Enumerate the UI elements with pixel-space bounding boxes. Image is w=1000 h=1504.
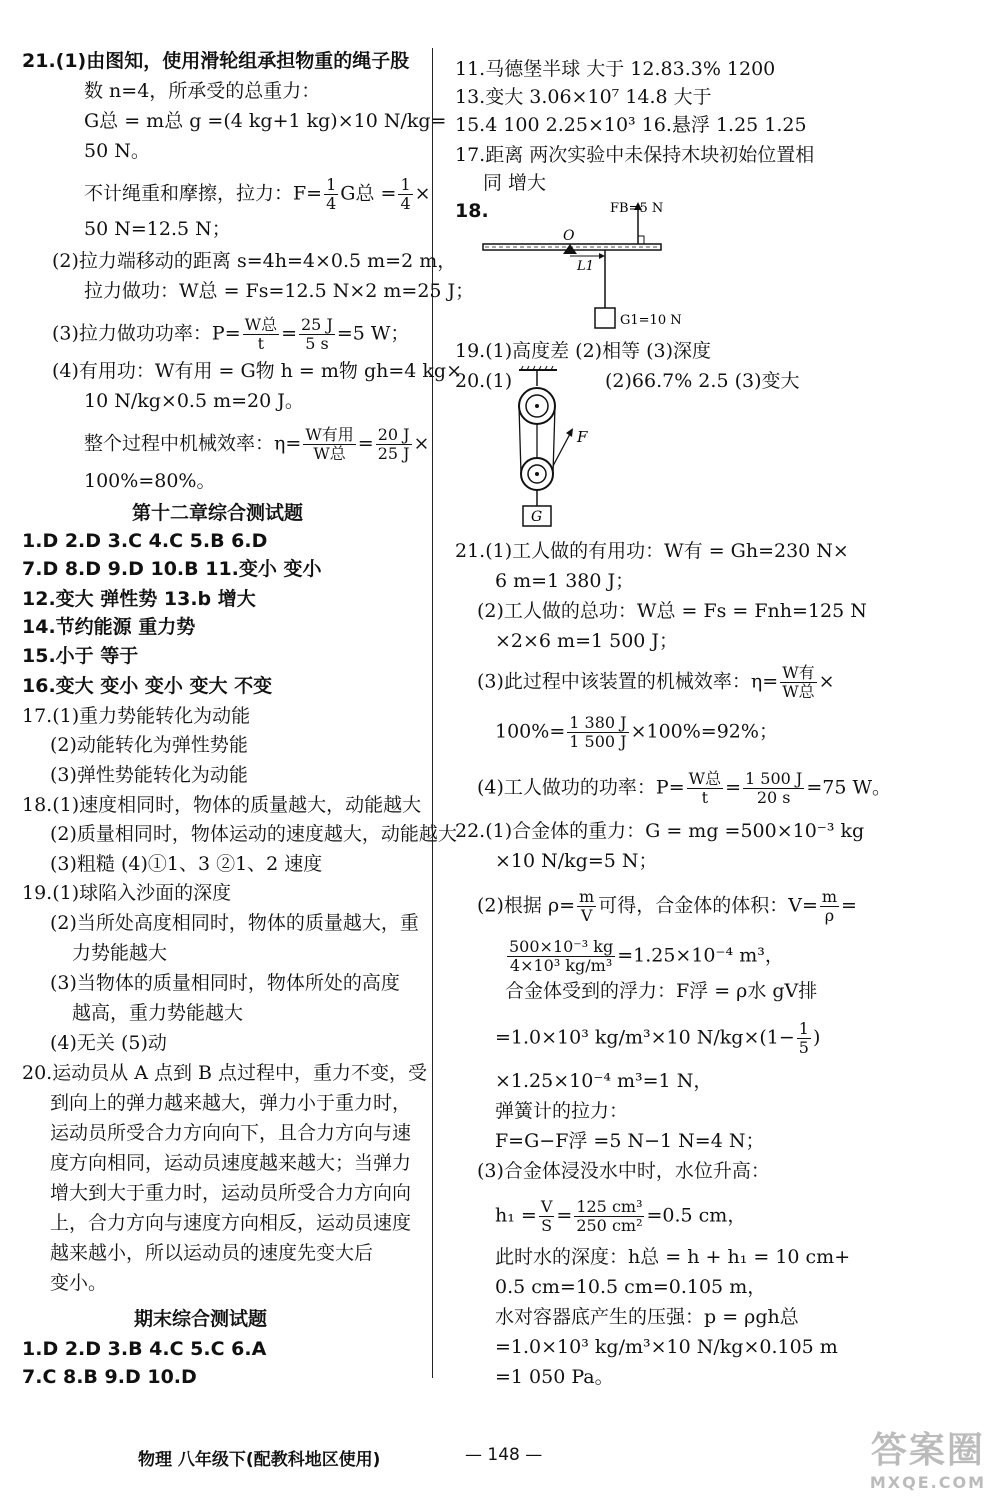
answer-line: F=G−F浮 =5 N−1 N=4 N； — [495, 1130, 765, 1152]
answer-line: 20.(1) — [455, 370, 513, 392]
arm-label: L1 — [577, 259, 594, 274]
answer-line: 弹簧计的拉力： — [495, 1100, 629, 1122]
answer-line: =1.0×10³ kg/m³×10 N/kg×(1− $\frac{1}{5}$ ) — [495, 1019, 821, 1057]
answer-line: 22.(1)合金体的重力：G = mg =500×10⁻³ kg — [455, 820, 865, 842]
fraction: $\frac{\text{W总}}{t}$ — [688, 769, 722, 807]
answer-line: (3)合金体浸没水中时，水位升高： — [477, 1160, 770, 1182]
lever-diagram — [475, 198, 682, 338]
answer-line: 7.C 8.B 9.D 10.D — [22, 1366, 197, 1388]
answer-line: 不计绳重和摩擦，拉力：F= $\frac{1}{4}$ G总 = $\frac{1}{4}$ × — [84, 175, 431, 213]
answer-line: 21.(1)工人做的有用功：W有 = Gh=230 N× — [455, 540, 849, 562]
answer-line: (3)当物体的质量相同时，物体所处的高度 — [50, 972, 400, 994]
pulley-diagram — [513, 366, 603, 528]
answer-line: (2)当所处高度相同时，物体的质量越大，重 — [50, 912, 419, 934]
answer-line: (3)弹性势能转化为动能 — [50, 764, 248, 786]
answer-line: 15.小于 等于 — [22, 645, 139, 667]
answer-line: h₁ = $\frac{V}{S}$ = $\frac{\text{125 cm³}}{\text{250 cm²}}$ =0.5 cm， — [495, 1197, 747, 1235]
section-title: 期末综合测试题 — [134, 1308, 268, 1330]
answer-line: 6 m=1 380 J； — [495, 570, 635, 592]
answer-line: 力势能越大 — [72, 942, 168, 964]
answer-line: 10 N/kg×0.5 m=20 J。 — [84, 390, 304, 412]
answer-line: 同 增大 — [483, 172, 547, 194]
weight-label: G — [531, 509, 543, 525]
answer-line: (2)根据 ρ= $\frac{m}{V}$ 可得，合金体的体积：V= $\frac{m}{\rho}$ = — [477, 887, 857, 925]
answer-line: 运动员所受合力方向向下，且合力方向与速 — [50, 1122, 412, 1144]
answer-line: 数 n=4，所承受的总重力： — [84, 80, 321, 102]
fraction: $\frac{V}{S}$ — [540, 1197, 553, 1235]
answer-line: 50 N=12.5 N； — [84, 218, 231, 240]
answer-line: 50 N。 — [84, 140, 150, 162]
pivot-label: O — [563, 228, 575, 244]
answer-line: ×10 N/kg=5 N； — [495, 850, 658, 872]
answer-line: 度方向相同，运动员速度越来越大；当弹力 — [50, 1152, 412, 1174]
answer-line: (2)工人做的总功：W总 = Fs = Fnh=125 N — [477, 600, 867, 622]
fraction: $\frac{20 J}{25 J}$ — [377, 425, 410, 463]
fraction: $\frac{\text{W有用}}{\text{W总}}$ — [305, 425, 354, 463]
answer-line: 18.(1)速度相同时，物体的质量越大，动能越大 — [22, 794, 422, 816]
answer-line: 拉力做功：W总 = Fs=12.5 N×2 m=25 J； — [84, 280, 475, 302]
answer-line: 此时水的深度：h总 = h + h₁ = 10 cm+ — [495, 1246, 851, 1268]
fraction: $\frac{1}{4}$ — [326, 175, 337, 213]
answer-line: 100%= $\frac{1 380 J}{1 500 J}$ ×100%=92%； — [495, 713, 778, 751]
fraction: $\frac{1}{4}$ — [400, 175, 411, 213]
answer-line: 17.(1)重力势能转化为动能 — [22, 705, 251, 727]
force-label: FB=5 N — [610, 201, 664, 216]
answer-line: 上，合力方向与速度方向相反，运动员速度 — [50, 1212, 412, 1234]
footer-label: 物理 八年级下(配教科地区使用) — [138, 1450, 381, 1470]
answer-line: (4)有用功：W有用 = G物 h = m物 gh=4 kg× — [52, 360, 462, 382]
fraction: $\frac{1 500 J}{20 s}$ — [745, 769, 803, 807]
answer-line: (2)拉力端移动的距离 s=4h=4×0.5 m=2 m， — [52, 250, 457, 272]
answer-line: 20.运动员从 A 点到 B 点过程中，重力不变，受 — [22, 1062, 428, 1084]
fraction: $\frac{1 380 J}{1 500 J}$ — [569, 713, 627, 751]
weight-label: G1=10 N — [620, 313, 682, 328]
fraction: $\frac{m}{\rho}$ — [821, 887, 838, 925]
answer-line: 12.变大 弹性势 13.b 增大 — [22, 588, 256, 610]
answer-line: 0.5 cm=10.5 cm=0.105 m， — [495, 1276, 767, 1298]
watermark — [870, 1422, 986, 1492]
answer-line: (3)拉力做功功率：P= $\frac{\text{W总}}{t}$ = $\frac{25 J}{5 s}$ =5 W； — [52, 315, 410, 353]
answer-line: 变小。 — [50, 1272, 108, 1294]
fraction: $\frac{25 J}{5 s}$ — [301, 315, 333, 353]
section-title: 第十二章综合测试题 — [132, 502, 304, 524]
answer-line: 越高，重力势能越大 — [72, 1002, 244, 1024]
answer-line: 7.D 8.D 9.D 10.B 11.变小 变小 — [22, 558, 322, 580]
answer-line: 到向上的弹力越来越大，弹力小于重力时， — [50, 1092, 412, 1114]
answer-line: 1.D 2.D 3.B 4.C 5.C 6.A — [22, 1338, 267, 1360]
watermark-logo: 答案圈 — [870, 1430, 985, 1471]
answer-line: 1.D 2.D 3.C 4.C 5.B 6.D — [22, 530, 268, 552]
answer-line: 整个过程中机械效率：η= $\frac{\text{W有用}}{\text{W总}}$ = $\frac{20 J}{25 J}$ × — [84, 425, 430, 463]
answer-line: 合金体受到的浮力：F浮 = ρ水 gV排 — [505, 980, 818, 1002]
answer-line: (2)动能转化为弹性势能 — [50, 734, 248, 756]
fraction: $\frac{\text{W总}}{t}$ — [244, 315, 278, 353]
answer-line: $\frac{\text{500×10⁻³ kg}}{\text{4×10³ kg/m³}}$ =1.25×10⁻⁴ m³， — [509, 937, 784, 975]
answer-line: (4)工人做功的功率：P= $\frac{\text{W总}}{t}$ = $\frac{1 500 J}{20 s}$ =75 W。 — [477, 769, 891, 807]
answer-line: (2)质量相同时，物体运动的速度越大，动能越大 — [50, 823, 457, 845]
answer-line: =1.0×10³ kg/m³×10 N/kg×0.105 m — [495, 1336, 838, 1358]
fraction: $\frac{\text{125 cm³}}{\text{250 cm²}}$ — [576, 1197, 643, 1235]
weight-block — [595, 308, 615, 328]
answer-line: 100%=80%。 — [84, 470, 216, 492]
answer-line: 16.变大 变小 变小 变大 不变 — [22, 675, 273, 697]
answer-line: 14.节约能源 重力势 — [22, 616, 196, 638]
page-number: — 148 — — [465, 1445, 543, 1465]
answer-line: G总 = m总 g =(4 kg+1 kg)×10 N/kg= — [84, 110, 447, 132]
answer-line: 17.距离 两次实验中未保持木块初始位置相 — [455, 144, 815, 166]
answer-line: 21.(1)由图知，使用滑轮组承担物重的绳子股 — [22, 50, 410, 72]
answer-line: ×2×6 m=1 500 J； — [495, 630, 679, 652]
answer-line: ×1.25×10⁻⁴ m³=1 N， — [495, 1070, 713, 1092]
fraction: $\frac{\text{500×10⁻³ kg}}{\text{4×10³ kg/m³}}$ — [509, 937, 614, 975]
answer-line: 19.(1)高度差 (2)相等 (3)深度 — [455, 340, 712, 362]
answer-line: 19.(1)球陷入沙面的深度 — [22, 882, 232, 904]
answer-line: 越来越小，所以运动员的速度先变大后 — [50, 1242, 374, 1264]
answer-line: 18. — [455, 200, 489, 222]
watermark-url: MXQE.COM — [869, 1473, 986, 1492]
answer-line: 水对容器底产生的压强：p = ρgh总 — [495, 1306, 799, 1328]
force-arrow — [553, 432, 571, 466]
answer-line: (4)无关 (5)动 — [50, 1032, 167, 1054]
answer-line: 增大到大于重力时，运动员所受合力方向向 — [50, 1182, 412, 1204]
answer-line: (3)此过程中该装置的机械效率：η= $\frac{\text{W有}}{\text{W总}}$ × — [477, 663, 835, 701]
force-label: F — [577, 428, 588, 446]
fraction: $\frac{m}{V}$ — [579, 887, 595, 925]
answer-line: (2)66.7% 2.5 (3)变大 — [605, 370, 800, 392]
answer-line: =1 050 Pa。 — [495, 1366, 614, 1388]
answer-line: (3)粗糙 (4)①1、3 ②1、2 速度 — [50, 853, 323, 875]
fraction: $\frac{1}{5}$ — [798, 1019, 809, 1057]
answer-line: 11.马德堡半球 大于 12.83.3% 1200 — [455, 58, 776, 80]
answer-line: 13.变大 3.06×10⁷ 14.8 大于 — [455, 86, 712, 108]
fraction: $\frac{\text{W有}}{\text{W总}}$ — [782, 663, 815, 701]
answer-line: 15.4 100 2.25×10³ 16.悬浮 1.25 1.25 — [455, 114, 807, 136]
